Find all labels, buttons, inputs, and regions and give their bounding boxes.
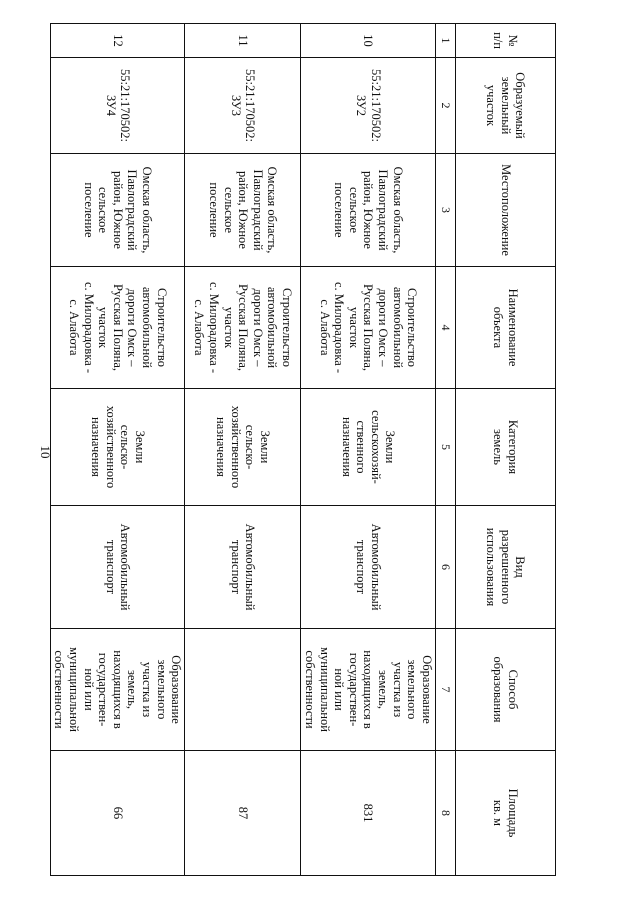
header-parcel: Образуемый земельный участок xyxy=(456,58,556,154)
cell-num: 10 xyxy=(301,24,436,58)
cell-parcel: 55:21:170502: ЗУ4 xyxy=(50,58,185,154)
cell-object: Строительство автомобильной дороги Омск – Русская Поляна, участок с. Милорадовка - с. Алабота xyxy=(301,267,436,389)
column-number: 3 xyxy=(436,154,456,267)
column-number-row xyxy=(436,24,456,876)
column-number: 6 xyxy=(436,506,456,629)
column-number: 5 xyxy=(436,389,456,506)
cell-method: Образование земельного участка из земель, находящихся в государствен- ной или муниципальной собственности xyxy=(301,629,436,751)
cell-method xyxy=(185,629,301,751)
cell-category: Земли сельско- хозяйственного назначения xyxy=(50,389,185,506)
header-row xyxy=(456,24,556,876)
cell-area: 831 xyxy=(301,751,436,876)
cell-use: Автомобильный транспорт xyxy=(185,506,301,629)
cell-area: 66 xyxy=(50,751,185,876)
cell-location: Омская область, Павлоградский район, Южное сельское поселение xyxy=(301,154,436,267)
land-parcels-table xyxy=(50,23,556,876)
cell-object: Строительство автомобильной дороги Омск – Русская Поляна, участок с. Милорадовка - с. Алабота xyxy=(185,267,301,389)
cell-category: Земли сельско- хозяйственного назначения xyxy=(185,389,301,506)
column-number: 4 xyxy=(436,267,456,389)
cell-area: 87 xyxy=(185,751,301,876)
cell-num: 12 xyxy=(50,24,185,58)
header-use: Вид разрешенного использования xyxy=(456,506,556,629)
table-row xyxy=(185,24,301,876)
column-number: 2 xyxy=(436,58,456,154)
header-location: Местоположение xyxy=(456,154,556,267)
header-category: Категория земель xyxy=(456,389,556,506)
column-number: 7 xyxy=(436,629,456,751)
cell-use: Автомобильный транспорт xyxy=(50,506,185,629)
land-parcels-table-wrapper xyxy=(52,23,556,875)
cell-parcel: 55:21:170502: ЗУ2 xyxy=(301,58,436,154)
cell-num: 11 xyxy=(185,24,301,58)
cell-category: Земли сельскохозяй- ственного назначения xyxy=(301,389,436,506)
cell-location: Омская область, Павлоградский район, Южное сельское поселение xyxy=(185,154,301,267)
table-row xyxy=(50,24,185,876)
header-num: № п/п xyxy=(456,24,556,58)
cell-parcel: 55:21:170502: ЗУ3 xyxy=(185,58,301,154)
header-object: Наименование объекта xyxy=(456,267,556,389)
header-method: Способ образования xyxy=(456,629,556,751)
header-area: Площадь кв. м xyxy=(456,751,556,876)
cell-location: Омская область, Павлоградский район, Южное сельское поселение xyxy=(50,154,185,267)
table-row xyxy=(301,24,436,876)
column-number: 1 xyxy=(436,24,456,58)
cell-object: Строительство автомобильной дороги Омск – Русская Поляна, участок с. Милорадовка - с. Алабота xyxy=(50,267,185,389)
page-number: 10 xyxy=(38,445,53,459)
cell-method: Образование земельного участка из земель, находящихся в государствен- ной или муниципальной собственности xyxy=(50,629,185,751)
column-number: 8 xyxy=(436,751,456,876)
cell-use: Автомобильный транспорт xyxy=(301,506,436,629)
